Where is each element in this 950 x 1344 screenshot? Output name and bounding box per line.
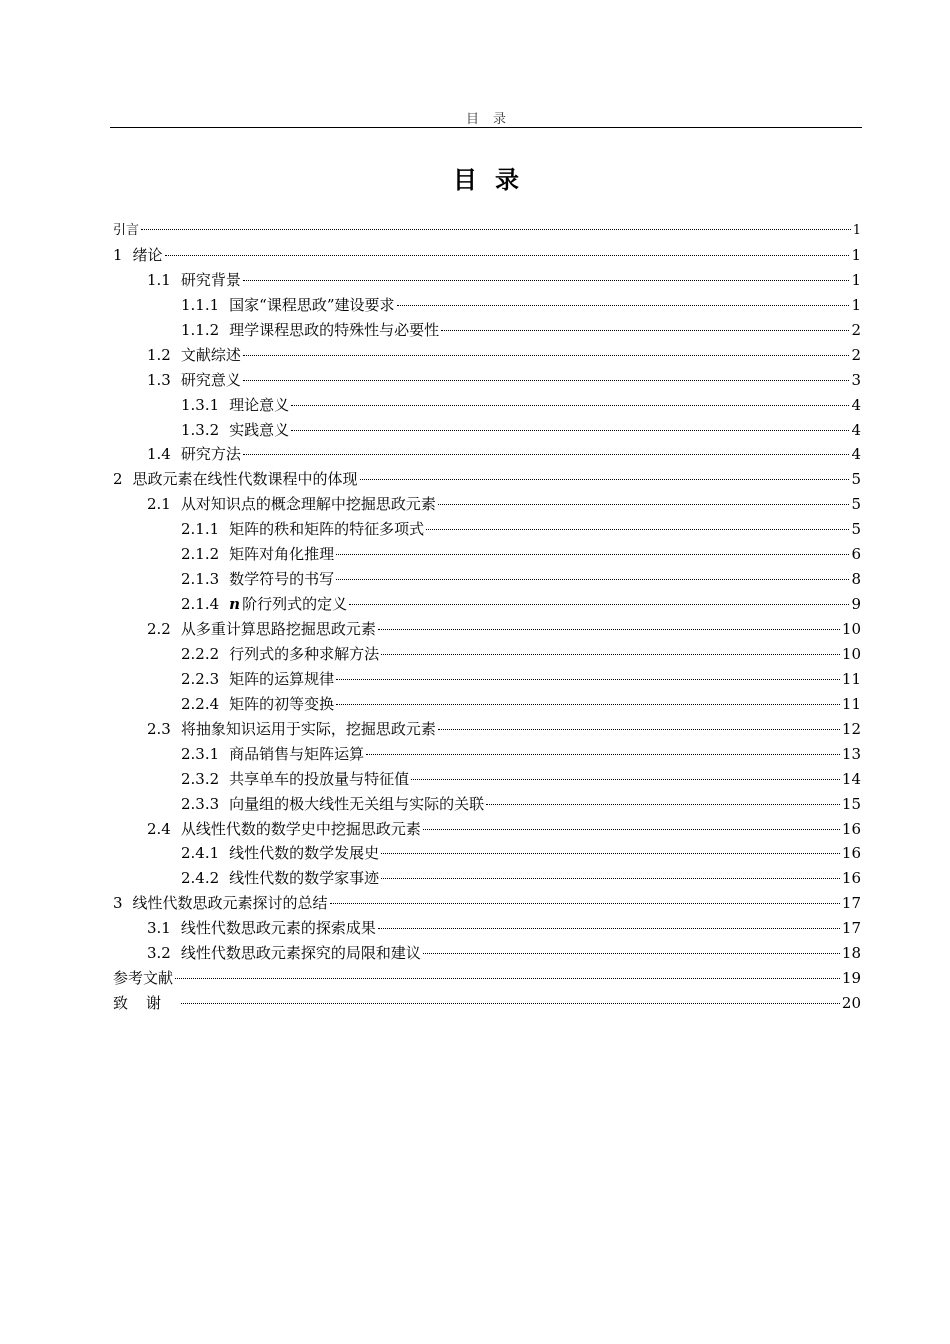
toc-dot-leader <box>378 928 840 929</box>
toc-dot-leader <box>366 754 840 755</box>
toc-page-number: 5 <box>851 520 861 539</box>
toc-page-number: 10 <box>841 620 861 638</box>
toc-entry-title: 引言 <box>113 223 140 238</box>
toc-dot-leader <box>330 903 840 904</box>
toc-title: 目录 <box>453 166 537 194</box>
toc-dot-leader <box>336 579 849 580</box>
toc-entry[interactable] <box>113 443 861 468</box>
toc-page-number: 16 <box>841 869 861 888</box>
toc-entry-title: 阶行列式的定义 <box>242 595 348 614</box>
toc-entry[interactable] <box>113 244 861 269</box>
toc-entry-title: 研究背景 <box>180 270 241 289</box>
toc-entry-title: 从对知识点的概念理解中挖掘思政元素 <box>180 495 436 514</box>
toc-page-number: 10 <box>841 644 861 663</box>
toc-entry-title: 共享单车的投放量与特征值 <box>229 769 410 788</box>
toc-entry[interactable] <box>113 543 861 568</box>
toc-entry-title: 思政元素在线性代数课程中的体现 <box>132 470 358 489</box>
toc-entry-number: 1 <box>113 245 123 264</box>
toc-entry-title: 线性代数的数学家事迹 <box>229 869 380 888</box>
toc-entry-title: 研究方法 <box>180 445 241 464</box>
toc-entry-title: 商品销售与矩阵运算 <box>229 744 365 763</box>
toc-page-number: 12 <box>841 719 861 738</box>
running-header: 目录 <box>465 112 520 127</box>
toc-dot-leader <box>381 878 840 879</box>
toc-entry-title: 向量组的极大线性无关组与实际的关联 <box>229 794 485 813</box>
toc-dot-leader <box>175 978 840 979</box>
toc-entry-number: 2.2.4 <box>181 694 220 713</box>
toc-entry[interactable] <box>113 394 861 419</box>
toc-entry-title: 线性代数思政元素探究的局限和建议 <box>180 944 421 963</box>
toc-entry-number: 2.3.1 <box>181 744 220 763</box>
toc-page-number: 20 <box>841 994 861 1013</box>
toc-entry-number: 2.2.2 <box>181 644 220 663</box>
toc-entry[interactable] <box>113 219 861 244</box>
toc-dot-leader <box>243 454 850 455</box>
toc-entry[interactable] <box>113 344 861 369</box>
toc-entry-number: 2.1.4 <box>181 595 220 614</box>
toc-entry-number: 3.1 <box>147 919 171 938</box>
toc-page-number: 15 <box>841 794 861 813</box>
toc-entry-title: 线性代数思政元素探讨的总结 <box>132 894 328 913</box>
toc-entry-number: 1.1.1 <box>181 295 220 314</box>
toc-entry-number: 1.2 <box>147 345 171 364</box>
toc-entry-number: 1.1 <box>147 270 171 289</box>
toc-entry[interactable] <box>113 269 861 294</box>
toc-page-number: 17 <box>841 894 861 913</box>
toc-page-number: 16 <box>841 844 861 863</box>
toc-entry[interactable] <box>113 768 861 793</box>
toc-entry[interactable] <box>113 967 861 992</box>
toc-dot-leader <box>336 554 849 555</box>
table-of-contents <box>113 219 861 1017</box>
toc-dot-leader <box>243 380 850 381</box>
toc-entry-title: 矩阵对角化推理 <box>229 545 335 564</box>
toc-entry-number: 2.1 <box>147 495 171 514</box>
toc-page-number: 11 <box>841 694 861 713</box>
toc-entry-number: 1.3 <box>147 370 171 389</box>
toc-entry-number: 2.1.2 <box>181 545 220 564</box>
toc-dot-leader <box>426 529 849 530</box>
toc-entry-title: 数学符号的书写 <box>229 570 335 589</box>
toc-page-number: 14 <box>841 769 861 788</box>
toc-entry[interactable] <box>113 468 861 493</box>
toc-entry-number: 2.3.3 <box>181 794 220 813</box>
toc-entry-number: 2.1.1 <box>181 520 220 539</box>
toc-entry[interactable] <box>113 917 861 942</box>
toc-dot-leader <box>411 779 840 780</box>
toc-dot-leader <box>165 255 850 256</box>
toc-entry[interactable] <box>113 294 861 319</box>
toc-dot-leader <box>243 355 850 356</box>
toc-page-number: 4 <box>851 395 861 414</box>
toc-entry-number: 1.3.2 <box>181 420 220 439</box>
toc-page-number: 4 <box>851 420 861 439</box>
toc-dot-leader <box>336 679 840 680</box>
toc-dot-leader <box>349 604 849 605</box>
header-rule <box>110 127 862 128</box>
toc-page-number: 5 <box>851 495 861 514</box>
toc-page-number: 8 <box>851 570 861 589</box>
toc-entry[interactable] <box>113 942 861 967</box>
toc-entry-number: 2.4.2 <box>181 869 220 888</box>
toc-entry-title: 研究意义 <box>180 370 241 389</box>
toc-dot-leader <box>291 405 849 406</box>
toc-page-number: 1 <box>851 295 861 314</box>
toc-entry-number: 1.1.2 <box>181 320 220 339</box>
toc-dot-leader <box>243 280 850 281</box>
toc-dot-leader <box>438 729 840 730</box>
toc-entry-number: 2.2.3 <box>181 669 220 688</box>
toc-dot-leader <box>397 305 850 306</box>
toc-page-number: 9 <box>851 595 861 614</box>
toc-entry-number: 3.2 <box>147 944 171 963</box>
toc-dot-leader <box>141 229 851 230</box>
toc-entry-title: 从线性代数的数学史中挖掘思政元素 <box>180 819 421 838</box>
toc-entry[interactable] <box>113 718 861 743</box>
toc-dot-leader <box>441 330 849 331</box>
toc-entry[interactable] <box>113 319 861 344</box>
toc-entry[interactable] <box>113 693 861 718</box>
toc-dot-leader <box>423 953 840 954</box>
toc-page-number: 5 <box>851 470 861 489</box>
toc-dot-leader <box>486 804 840 805</box>
toc-entry-number: 1.4 <box>147 445 171 464</box>
toc-entry-title: 致谢 <box>113 994 180 1013</box>
toc-page-number: 1 <box>852 223 861 238</box>
toc-entry-number: 2.1.3 <box>181 570 220 589</box>
toc-entry-title: 理论意义 <box>229 395 290 414</box>
toc-entry[interactable] <box>113 892 861 917</box>
toc-dot-leader <box>381 654 840 655</box>
toc-entry-title: 行列式的多种求解方法 <box>229 644 380 663</box>
toc-page-number: 16 <box>841 819 861 838</box>
toc-entry-number: 2.3.2 <box>181 769 220 788</box>
toc-entry-title: 从多重计算思路挖掘思政元素 <box>180 620 376 638</box>
toc-entry-title: 绪论 <box>132 245 163 264</box>
toc-page-number: 6 <box>851 545 861 564</box>
toc-entry-title: 线性代数的数学发展史 <box>229 844 380 863</box>
toc-entry[interactable] <box>113 568 861 593</box>
toc-entry[interactable] <box>113 518 861 543</box>
toc-entry-number: 2 <box>113 470 123 489</box>
toc-entry[interactable] <box>113 369 861 394</box>
toc-entry[interactable] <box>113 618 861 643</box>
toc-page-number: 17 <box>841 919 861 938</box>
toc-page-number: 1 <box>851 270 861 289</box>
toc-dot-leader <box>378 629 840 630</box>
toc-entry-title: 矩阵的秩和矩阵的特征多项式 <box>229 520 425 539</box>
toc-page-number: 19 <box>841 969 861 988</box>
toc-page-number: 1 <box>851 245 861 264</box>
toc-page-number: 4 <box>851 445 861 464</box>
toc-entry-title: 参考文献 <box>113 969 174 988</box>
toc-entry-math-symbol: n <box>229 595 241 614</box>
toc-entry-number: 2.3 <box>147 719 171 738</box>
toc-dot-leader <box>181 1003 840 1004</box>
toc-entry-title: 文献综述 <box>180 345 241 364</box>
toc-dot-leader <box>291 430 849 431</box>
toc-page-number: 2 <box>851 345 861 364</box>
toc-entry-title: 理学课程思政的特殊性与必要性 <box>229 320 440 339</box>
toc-entry[interactable] <box>113 643 861 668</box>
toc-entry[interactable] <box>113 743 861 768</box>
toc-entry[interactable] <box>113 992 861 1017</box>
toc-entry-title: 矩阵的运算规律 <box>229 669 335 688</box>
toc-entry-number: 2.4 <box>147 819 171 838</box>
toc-entry-title: 矩阵的初等变换 <box>229 694 335 713</box>
toc-page-number: 11 <box>841 669 861 688</box>
toc-entry-title: 线性代数思政元素的探索成果 <box>180 919 376 938</box>
toc-entry[interactable] <box>113 493 861 518</box>
toc-entry[interactable] <box>113 668 861 693</box>
toc-entry-title: 国家“课程思政”建设要求 <box>229 295 395 314</box>
toc-dot-leader <box>438 504 850 505</box>
toc-page-number: 2 <box>851 320 861 339</box>
toc-entry-number: 1.3.1 <box>181 395 220 414</box>
toc-page-number: 13 <box>841 744 861 763</box>
toc-entry[interactable] <box>113 793 861 818</box>
toc-dot-leader <box>336 704 840 705</box>
toc-entry[interactable] <box>113 842 861 867</box>
toc-page-number: 3 <box>851 370 861 389</box>
toc-dot-leader <box>423 829 840 830</box>
toc-dot-leader <box>360 479 850 480</box>
toc-entry-number: 2.2 <box>147 620 171 638</box>
toc-page-number: 18 <box>841 944 861 963</box>
toc-entry[interactable] <box>113 818 861 843</box>
toc-entry[interactable] <box>113 419 861 444</box>
toc-entry[interactable] <box>113 867 861 892</box>
toc-entry-number: 2.4.1 <box>181 844 220 863</box>
toc-entry[interactable] <box>113 593 861 618</box>
toc-entry-title: 将抽象知识运用于实际，挖掘思政元素 <box>180 719 436 738</box>
toc-entry-number: 3 <box>113 894 123 913</box>
toc-entry-title: 实践意义 <box>229 420 290 439</box>
toc-dot-leader <box>381 853 840 854</box>
